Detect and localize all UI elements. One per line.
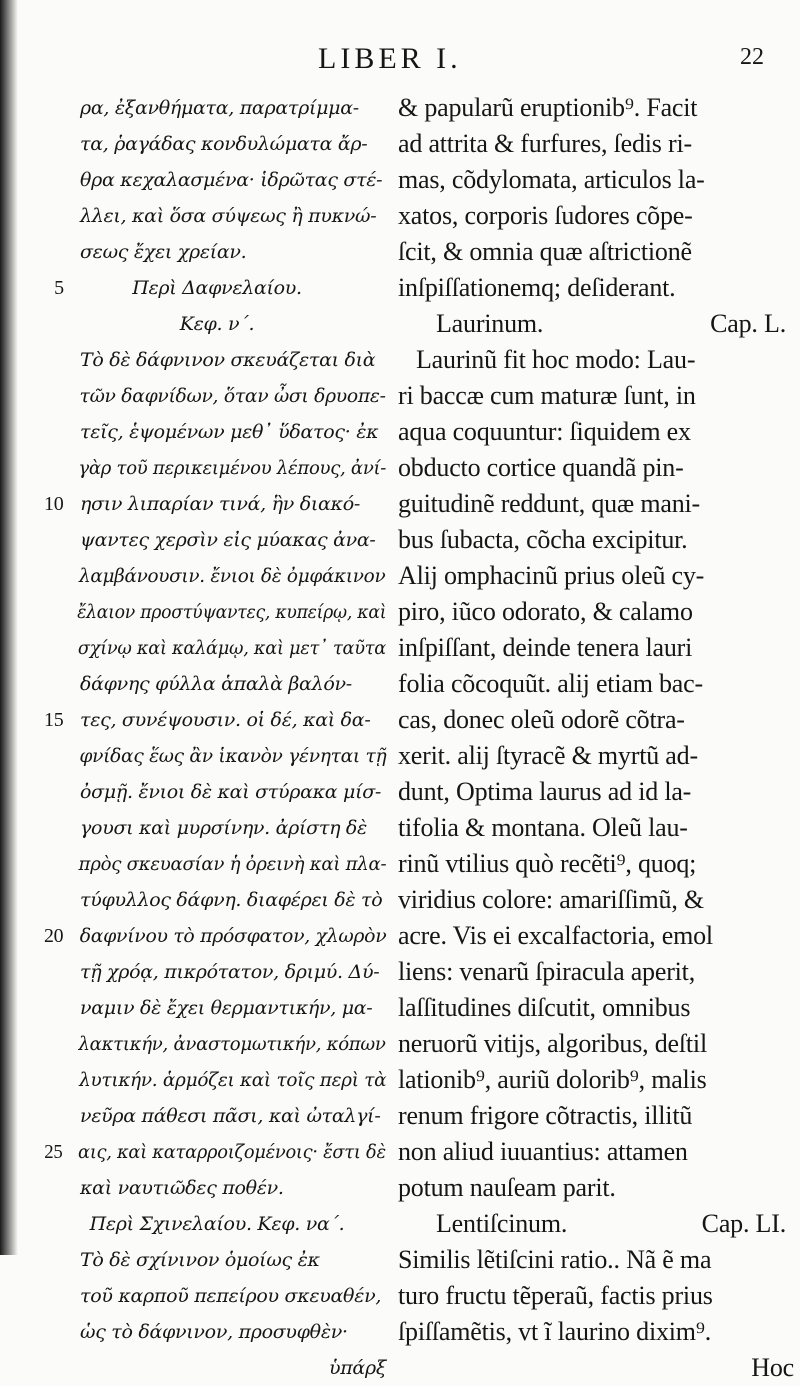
greek-line-text: τύφυλλος δάφνη. διαφέρει δὲ τὸ bbox=[80, 889, 383, 911]
greek-line-text: θρα κεχαλασμένα· ἱδρῶτας στέ- bbox=[80, 169, 383, 191]
greek-line bbox=[48, 630, 387, 666]
latin-line-text: viridius colore: amariſſimũ, & bbox=[398, 885, 704, 914]
latin-line-text: guitudinẽ reddunt, quæ mani- bbox=[398, 489, 701, 518]
latin-line bbox=[398, 414, 794, 450]
gutter-shadow bbox=[0, 0, 18, 1255]
greek-line bbox=[48, 1242, 386, 1278]
greek-line-text: γὰρ τοῦ περικειμένου λέπους, ἀνί- bbox=[78, 457, 387, 479]
greek-line bbox=[48, 846, 387, 882]
greek-line bbox=[48, 810, 386, 846]
greek-line bbox=[48, 90, 386, 126]
line-number: 25 bbox=[44, 1141, 63, 1163]
latin-line bbox=[398, 1350, 794, 1386]
latin-line bbox=[398, 522, 794, 558]
greek-line bbox=[48, 198, 386, 234]
greek-line bbox=[48, 1278, 386, 1314]
greek-line-text: λακτικήν, ἀναστομωτικήν, κόπων bbox=[78, 1033, 386, 1055]
greek-line-text: γουσι καὶ μυρσίνην. ἀρίστη δὲ bbox=[80, 817, 367, 839]
latin-line-text: Similis lẽtiſcini ratio.. Nã ẽ ma bbox=[398, 1245, 712, 1274]
latin-line bbox=[398, 774, 794, 810]
latin-line bbox=[398, 1026, 794, 1062]
greek-line-text: ἔλαιον προστύψαντες, κυπείρῳ, καὶ bbox=[77, 601, 387, 623]
greek-line bbox=[48, 594, 387, 630]
greek-line-text: πρὸς σκευασίαν ἡ ὀρεινὴ καὶ πλα- bbox=[78, 853, 387, 875]
greek-line bbox=[48, 126, 386, 162]
chapter-heading bbox=[398, 1206, 794, 1242]
greek-line-text: νεῦρα πάθεσι πᾶσι, καὶ ὠταλγί- bbox=[80, 1105, 381, 1127]
greek-line-text: τεῖς, ἑψομένων μεθ᾽ ὕδατος· ἐκ bbox=[80, 421, 379, 443]
latin-line-text: folia cõcoquũt. alij etiam bac- bbox=[398, 669, 703, 698]
latin-line bbox=[398, 810, 794, 846]
latin-line-text: ad attrita & furfures, ſedis ri- bbox=[398, 129, 692, 158]
greek-line bbox=[48, 774, 386, 810]
greek-line bbox=[48, 1170, 386, 1206]
greek-line bbox=[48, 378, 386, 414]
greek-line-text: τες, συνέψουσιν. οἱ δέ, καὶ δα- bbox=[80, 709, 371, 731]
chapter-heading bbox=[398, 306, 794, 342]
chapter-title: Laurinum. bbox=[436, 309, 544, 338]
greek-line bbox=[48, 234, 386, 270]
latin-line bbox=[398, 270, 794, 306]
line-number: 5 bbox=[54, 277, 64, 299]
latin-line-text: lationib⁹, auriũ dolorib⁹, malis bbox=[398, 1065, 707, 1094]
latin-line-text: rinũ vtilius quò recẽti⁹, quoq; bbox=[398, 849, 697, 878]
greek-line bbox=[48, 522, 386, 558]
latin-line-text: ſcit, & omnia quæ aſtrictionẽ bbox=[398, 237, 692, 266]
latin-line-text: Laurinũ fit hoc modo: Lau- bbox=[416, 345, 696, 374]
latin-line bbox=[398, 990, 794, 1026]
greek-line-text: ναμιν δὲ ἔχει θερμαντικήν, μα- bbox=[80, 997, 373, 1019]
latin-line-text: xerit. alij ſtyracẽ & myrtũ ad- bbox=[398, 741, 698, 770]
latin-line bbox=[398, 1242, 794, 1278]
greek-line bbox=[48, 558, 386, 594]
latin-line bbox=[398, 882, 794, 918]
greek-line-text: σχίνῳ καὶ καλάμῳ, καὶ μετ᾽ ταῦτα bbox=[77, 637, 387, 659]
latin-line-text: Alij omphacinũ prius oleũ cy- bbox=[398, 561, 705, 590]
greek-line bbox=[48, 162, 386, 198]
latin-line bbox=[398, 90, 794, 126]
latin-line-text: potum nauſeam parit. bbox=[398, 1173, 616, 1202]
greek-line bbox=[48, 306, 386, 342]
latin-line bbox=[398, 342, 794, 378]
line-number: 15 bbox=[44, 709, 64, 731]
latin-line-text: non aliud iuuantius: attamen bbox=[398, 1137, 688, 1166]
latin-line-text: dunt, Optima laurus ad id la- bbox=[398, 777, 692, 806]
greek-line bbox=[48, 1098, 386, 1134]
latin-line bbox=[398, 126, 794, 162]
latin-line-text: tifolia & montana. Oleũ lau- bbox=[398, 813, 688, 842]
line-number: 10 bbox=[44, 493, 64, 515]
latin-line-text: cas, donec oleũ odorẽ cõtra- bbox=[398, 705, 685, 734]
greek-line-text: δάφνης φύλλα ἁπαλὰ βαλόν- bbox=[80, 673, 352, 695]
greek-line-text: Κεφ. ν΄. bbox=[179, 313, 255, 335]
greek-line bbox=[48, 414, 386, 450]
running-title: LIBER I. bbox=[318, 42, 462, 75]
greek-line bbox=[48, 1206, 386, 1242]
greek-line-text: Τὸ δὲ σχίνινον ὁμοίως ἐκ bbox=[80, 1249, 320, 1271]
greek-line-text: λαμβάνουσιν. ἔνιοι δὲ ὀμφάκινον bbox=[78, 565, 386, 587]
latin-line bbox=[398, 1170, 794, 1206]
latin-line bbox=[398, 1134, 794, 1170]
latin-line bbox=[398, 846, 794, 882]
greek-line-text: ὡς τὸ δάφνινον, προσυφθὲν· bbox=[80, 1321, 348, 1343]
latin-line bbox=[398, 630, 794, 666]
line-number: 20 bbox=[44, 925, 64, 947]
latin-line-text: ri baccæ cum maturæ ſunt, in bbox=[398, 381, 696, 410]
greek-line-text: ψαντες χερσὶν εἰς μύακας ἀνα- bbox=[80, 529, 376, 551]
latin-line bbox=[398, 1314, 794, 1350]
page-number: 22 bbox=[740, 44, 764, 70]
latin-line-text: acre. Vis ei excalfactoria, emol bbox=[398, 921, 713, 950]
latin-line-text: laſſitudines diſcutit, omnibus bbox=[398, 993, 691, 1022]
latin-line bbox=[398, 954, 794, 990]
greek-line-text: δαφνίνου τὸ πρόσφατον, χλωρὸν bbox=[79, 925, 387, 947]
greek-line bbox=[48, 1062, 387, 1098]
latin-line-text: renum frigore cõtractis, illitũ bbox=[398, 1101, 693, 1130]
latin-line-text: & papularũ eruptionib⁹. Facit bbox=[398, 93, 698, 122]
greek-line-text: ὀσμῇ. ἔνιοι δὲ καὶ στύρακα μίσ- bbox=[80, 781, 382, 803]
greek-line bbox=[48, 270, 386, 306]
latin-line-text: xatos, corporis ſudores cõpe- bbox=[398, 201, 693, 230]
latin-line bbox=[398, 486, 794, 522]
latin-line-text: neruorũ vitijs, algoribus, deſtil bbox=[398, 1029, 707, 1058]
greek-line bbox=[44, 1134, 386, 1170]
greek-line bbox=[48, 990, 386, 1026]
latin-line-text: ſpiſſamẽtis, vt ĩ laurino dixim⁹. bbox=[398, 1317, 711, 1346]
greek-line bbox=[48, 1314, 386, 1350]
page-header bbox=[0, 42, 800, 78]
greek-line bbox=[44, 702, 386, 738]
latin-line bbox=[398, 594, 794, 630]
greek-line-text: τῇ χρόᾳ, πικρότατον, δριμύ. Δύ- bbox=[80, 961, 380, 983]
latin-line bbox=[398, 1062, 794, 1098]
greek-line-text: τοῦ καρποῦ πεπείρου σκευαθέν, bbox=[80, 1285, 382, 1307]
latin-line-text: mas, cõdylomata, articulos la- bbox=[398, 165, 705, 194]
greek-line bbox=[48, 450, 387, 486]
latin-line bbox=[398, 1278, 794, 1314]
greek-line bbox=[44, 918, 387, 954]
greek-line-text: ρα, ἐξανθήματα, παρατρίμμα- bbox=[80, 97, 359, 119]
greek-line-text: Περὶ Δαφνελαίου. bbox=[132, 277, 302, 299]
greek-line-text: φνίδας ἕως ἂν ἱκανὸν γένηται τῇ bbox=[79, 745, 387, 767]
latin-line bbox=[398, 666, 794, 702]
latin-line bbox=[398, 234, 794, 270]
greek-line-text: λλει, καὶ ὅσα σύψεως ἢ πυκνώ- bbox=[80, 205, 377, 227]
latin-line-text: liens: venarũ ſpiracula aperit, bbox=[398, 957, 696, 986]
greek-line-text: Τὸ δὲ δάφνινον σκευάζεται διὰ bbox=[80, 349, 376, 371]
chapter-number: Cap. LI. bbox=[701, 1209, 786, 1238]
latin-line-text: bus ſubacta, cõcha excipitur. bbox=[398, 525, 688, 554]
greek-line-text: Περὶ Σχινελαίου. Κεφ. να΄. bbox=[89, 1213, 345, 1235]
latin-line bbox=[398, 558, 794, 594]
greek-line bbox=[44, 486, 386, 522]
latin-line bbox=[398, 162, 794, 198]
greek-line bbox=[48, 1350, 386, 1386]
greek-line-text: τα, ῥαγάδας κονδυλώματα ἄρ- bbox=[80, 133, 368, 155]
latin-line bbox=[398, 198, 794, 234]
latin-line bbox=[398, 738, 794, 774]
greek-line bbox=[48, 738, 387, 774]
greek-line-text: τῶν δαφνίδων, ὅταν ὦσι δρυοπε- bbox=[79, 385, 386, 407]
latin-line bbox=[398, 378, 794, 414]
greek-line bbox=[48, 954, 386, 990]
greek-line bbox=[48, 342, 386, 378]
latin-line-text: inſpiſſant, deinde tenera lauri bbox=[398, 633, 693, 662]
greek-line-text: λυτικήν. ἁρμόζει καὶ τοῖς περὶ τὰ bbox=[79, 1069, 387, 1091]
chapter-title: Lentiſcinum. bbox=[436, 1209, 568, 1238]
greek-line bbox=[48, 882, 386, 918]
greek-line bbox=[48, 1026, 386, 1062]
greek-line-text: ησιν λιπαρίαν τινά, ἣν διακό- bbox=[80, 493, 360, 515]
latin-column bbox=[398, 90, 794, 1386]
latin-line-text: inſpiſſationemq; deſiderant. bbox=[398, 273, 676, 302]
latin-line-text: aqua coquuntur: ſiquidem ex bbox=[398, 417, 691, 446]
greek-line-text: ὑπάρξ bbox=[328, 1357, 386, 1379]
latin-line bbox=[398, 918, 794, 954]
greek-line-text: καὶ ναυτιῶδες ποθέν. bbox=[80, 1177, 284, 1199]
latin-line bbox=[398, 702, 794, 738]
latin-line-text: Hoc bbox=[751, 1353, 794, 1382]
latin-line bbox=[398, 450, 794, 486]
greek-column bbox=[44, 90, 387, 1386]
greek-line-text: σεως ἔχει χρείαν. bbox=[80, 241, 247, 263]
latin-line-text: obducto cortice quandã pin- bbox=[398, 453, 684, 482]
latin-line-text: turo fructu tẽperaũ, factis prius bbox=[398, 1281, 713, 1310]
chapter-number: Cap. L. bbox=[710, 309, 786, 338]
latin-line-text: piro, iũco odorato, & calamo bbox=[398, 597, 693, 626]
greek-line-text: αις, καὶ καταρροιζομένοις· ἔστι δὲ bbox=[78, 1141, 386, 1163]
greek-line bbox=[48, 666, 386, 702]
latin-line bbox=[398, 1098, 794, 1134]
